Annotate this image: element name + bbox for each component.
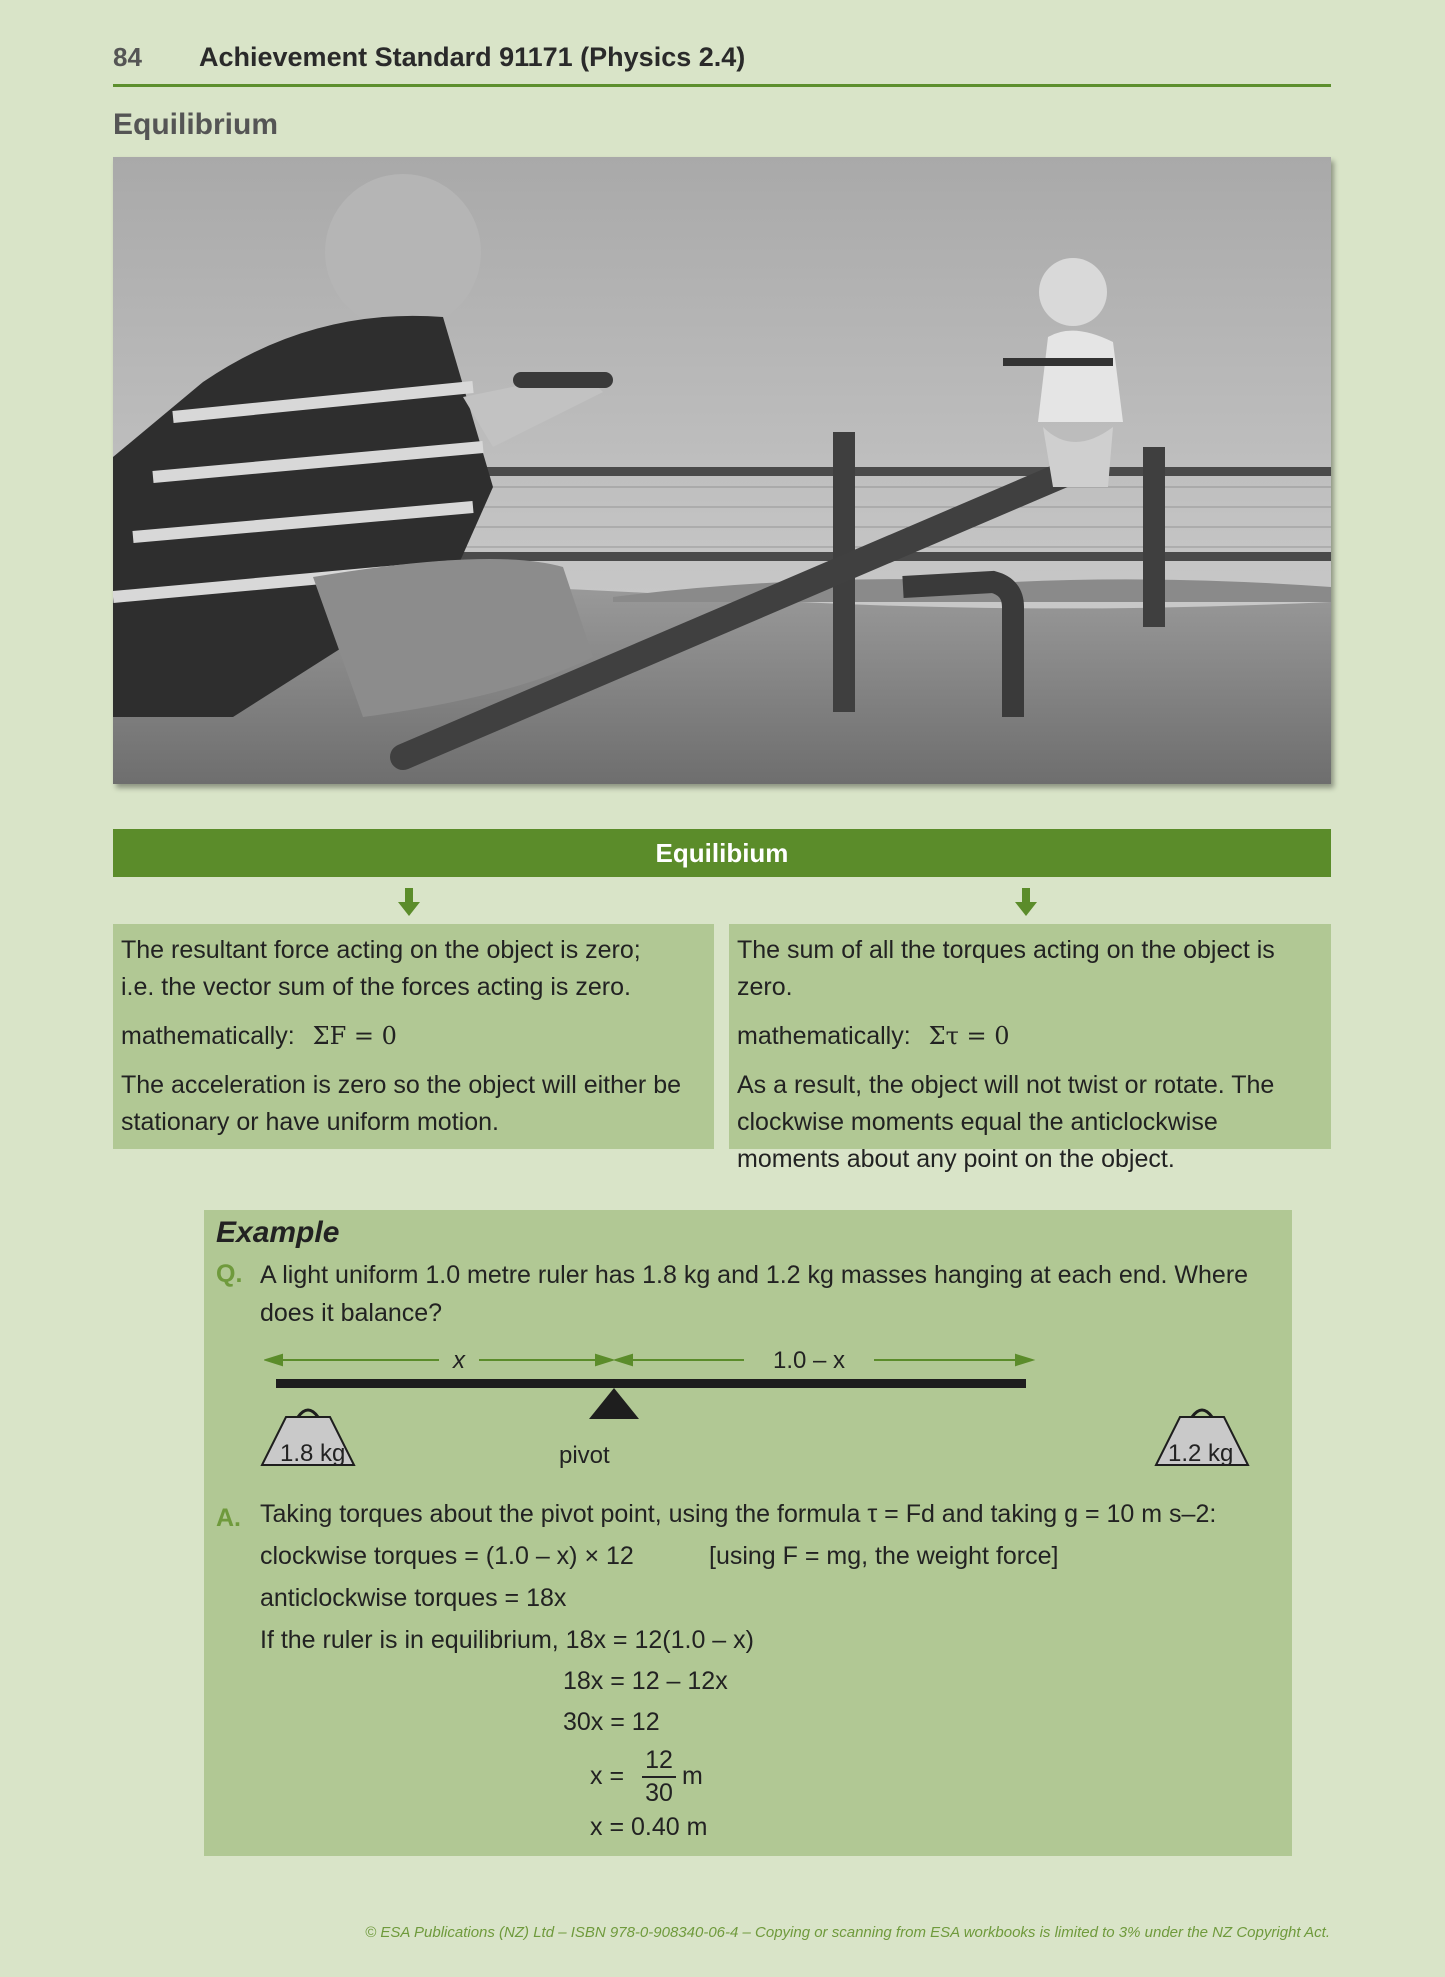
- solution-step-lhs: x =: [590, 1762, 625, 1790]
- example-title: Example: [216, 1216, 340, 1249]
- down-arrow-icon: [1015, 888, 1037, 918]
- fraction-numerator: 12: [645, 1746, 673, 1774]
- seesaw-photo: [113, 157, 1331, 784]
- box-text: The acceleration is zero so the object will either be stationary or have uniform motion.: [121, 1071, 682, 1136]
- down-arrow-icon: [398, 888, 420, 918]
- standard-title: Achievement Standard 91171 (Physics 2.4): [199, 41, 746, 72]
- fraction-unit: m: [682, 1762, 703, 1790]
- equilibrium-equation: If the ruler is in equilibrium, 18x = 12(1.0 – x): [260, 1626, 754, 1654]
- math-label: mathematically:: [121, 1022, 295, 1050]
- left-distance-label: x: [453, 1347, 465, 1374]
- force-equilibrium-box: [113, 924, 714, 1149]
- anticlockwise-torques: anticlockwise torques = 18x: [260, 1584, 567, 1612]
- box-text: The sum of all the torques acting on the object is zero.: [737, 936, 1275, 1001]
- pivot-label: pivot: [559, 1442, 610, 1469]
- answer-intro: Taking torques about the pivot point, using the formula τ = Fd and taking g = 10 m s–2:: [260, 1500, 1217, 1528]
- right-mass-label: 1.2 kg: [1168, 1440, 1234, 1467]
- fraction-denominator: 30: [645, 1779, 673, 1807]
- torque-equilibrium-box: [729, 924, 1331, 1173]
- right-distance-label: 1.0 – x: [772, 1347, 846, 1374]
- question-text: A light uniform 1.0 metre ruler has 1.8 kg and 1.2 kg masses hanging at each end. Where does it balance?: [260, 1261, 1249, 1327]
- section-title: Equilibrium: [113, 108, 278, 141]
- math-expression: Στ = 0: [928, 1022, 1010, 1050]
- page-number: 84: [113, 41, 142, 72]
- math-expression: ΣF = 0: [312, 1022, 397, 1050]
- box-text: The resultant force acting on the object is zero;: [121, 936, 641, 964]
- seesaw-photo-illustration: [113, 157, 1331, 784]
- equilibrium-banner: Equilibium: [113, 829, 1331, 877]
- clockwise-note: [using F = mg, the weight force]: [709, 1542, 1059, 1570]
- box-text: i.e. the vector sum of the forces acting is zero.: [121, 973, 631, 1001]
- example-box: [204, 1210, 1292, 1856]
- box-text: As a result, the object will not twist or rotate. The clockwise moments equal the anticlockwise moments about any point on the object.: [737, 1071, 1275, 1173]
- final-answer: x = 0.40 m: [590, 1813, 708, 1841]
- ruler-diagram: [264, 1340, 1064, 1450]
- solution-step: 18x = 12 – 12x: [563, 1667, 728, 1695]
- clockwise-torques: clockwise torques = (1.0 – x) × 12: [260, 1542, 634, 1570]
- left-mass-label: 1.8 kg: [280, 1440, 346, 1467]
- question-label: Q.: [216, 1260, 243, 1288]
- footer-copyright: © ESA Publications (NZ) Ltd – ISBN 978-0-908340-06-4 – Copying or scanning from ESA workbooks is limited to 3% under the NZ Copyright Act.: [365, 1924, 1330, 1941]
- solution-step: 30x = 12: [563, 1708, 660, 1736]
- page-header: [113, 30, 1331, 87]
- fraction-bar: [642, 1776, 676, 1778]
- answer-label: A.: [216, 1504, 241, 1532]
- math-label: mathematically:: [737, 1022, 911, 1050]
